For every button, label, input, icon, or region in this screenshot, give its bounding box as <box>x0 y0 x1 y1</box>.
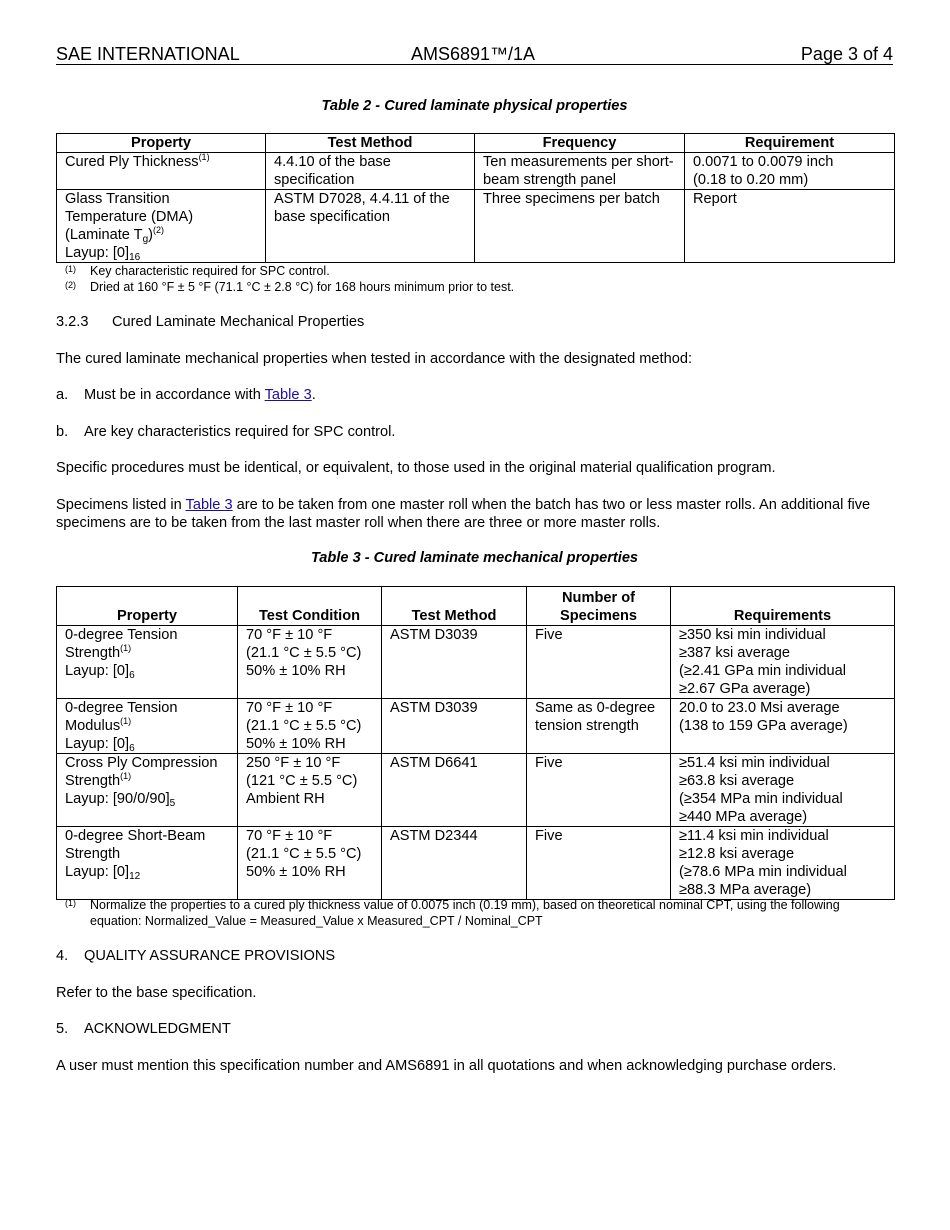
table-row <box>57 190 895 263</box>
requirements-cell: ≥350 ksi min individual ≥387 ksi average (≥2.41 GPa min individual ≥2.67 GPa average) <box>671 626 895 699</box>
condition-cell: 70 °F ± 10 °F (21.1 °C ± 5.5 °C) 50% ± 10% RH <box>238 626 382 699</box>
method-cell: ASTM D7028, 4.4.11 of the base specification <box>266 190 475 263</box>
column-header: Frequency <box>475 134 685 153</box>
paragraph: The cured laminate mechanical properties when tested in accordance with the designated method: <box>56 351 693 367</box>
section-heading-4: 4. QUALITY ASSURANCE PROVISIONS <box>56 948 336 964</box>
section-heading-3-2-3: 3.2.3 Cured Laminate Mechanical Properties <box>56 314 365 330</box>
method-cell: 4.4.10 of the base specification <box>266 153 475 190</box>
method-cell: ASTM D3039 <box>382 699 527 754</box>
specimens-cell: Five <box>527 626 671 699</box>
property-cell: 0-degree Short-Beam Strength Layup: $[0]_{12}$ <box>57 827 238 900</box>
requirements-cell: 20.0 to 23.0 Msi average (138 to 159 GPa average) <box>671 699 895 754</box>
column-header: Requirements <box>671 587 895 626</box>
paragraph: Refer to the base specification. <box>56 985 257 1001</box>
page-number: Page 3 of 4 <box>800 44 893 64</box>
method-cell: ASTM D2344 <box>382 827 527 900</box>
table-2-caption: Table 2 - Cured laminate physical properties <box>321 98 628 114</box>
property-cell: Glass Transition Temperature (DMA) (Laminate $T_g)^{(2)}$ Layup: $[0]_{16}$ <box>57 190 266 263</box>
condition-cell: 250 °F ± 10 °F (121 °C ± 5.5 °C) Ambient RH <box>238 754 382 827</box>
column-header: Test Method <box>382 587 527 626</box>
paragraph: A user must mention this specification number and AMS6891 in all quotations and when acknowledging purchase orders. <box>56 1058 837 1074</box>
table-row <box>57 626 895 699</box>
specimens-cell: Same as 0-degree tension strength <box>527 699 671 754</box>
requirements-cell: ≥11.4 ksi min individual ≥12.8 ksi average (≥78.6 MPa min individual ≥88.3 MPa average) <box>671 827 895 900</box>
list-item-a: a. Must be in accordance with Table 3. <box>56 387 316 403</box>
table-3-header-row <box>57 587 895 626</box>
requirement-cell: 0.0071 to 0.0079 inch (0.18 to 0.20 mm) <box>685 153 895 190</box>
paragraph: Specific procedures must be identical, or equivalent, to those used in the original material qualification program. <box>56 460 776 476</box>
method-cell: ASTM D6641 <box>382 754 527 827</box>
specimens-cell: Five <box>527 827 671 900</box>
requirements-cell: ≥51.4 ksi min individual ≥63.8 ksi average (≥354 MPa min individual ≥440 MPa average) <box>671 754 895 827</box>
frequency-cell: Ten measurements per short-beam strength panel <box>475 153 685 190</box>
table-row <box>57 699 895 754</box>
property-cell: Cross Ply Compression Strength$^{(1)}$ Layup: $[90/0/90]_5$ <box>57 754 238 827</box>
property-cell: 0-degree Tension Modulus$^{(1)}$ Layup: $[0]_6$ <box>57 699 238 754</box>
condition-cell: 70 °F ± 10 °F (21.1 °C ± 5.5 °C) 50% ± 10% RH <box>238 827 382 900</box>
section-heading-5: 5. ACKNOWLEDGMENT <box>56 1021 231 1037</box>
column-header: Property <box>57 587 238 626</box>
table-2-header-row <box>57 134 895 153</box>
organization-name: SAE INTERNATIONAL <box>56 44 240 64</box>
table-3-link[interactable]: Table 3 <box>264 387 312 403</box>
column-header: Property <box>57 134 266 153</box>
page-header <box>56 44 893 65</box>
column-header: Test Condition <box>238 587 382 626</box>
table-2 <box>56 133 895 263</box>
method-cell: ASTM D3039 <box>382 626 527 699</box>
property-cell: 0-degree Tension Strength$^{(1)}$ Layup: $[0]_6$ <box>57 626 238 699</box>
property-cell: Cured Ply Thickness$^{(1)}$ <box>57 153 266 190</box>
column-header: Number of Specimens <box>527 587 671 626</box>
table-row <box>57 153 895 190</box>
table-3-caption: Table 3 - Cured laminate mechanical properties <box>310 550 639 566</box>
table-3-link[interactable]: Table 3 <box>185 497 233 513</box>
document-number: AMS6891™/1A <box>411 44 536 64</box>
table-3 <box>56 586 895 900</box>
condition-cell: 70 °F ± 10 °F (21.1 °C ± 5.5 °C) 50% ± 10% RH <box>238 699 382 754</box>
column-header: Test Method <box>266 134 475 153</box>
paragraph: Specimens listed in Table 3 are to be taken from one master roll when the batch has two or less master rolls. An additional five specimens are to be taken from the last master roll when there are three or more master rolls. <box>56 497 871 531</box>
requirement-cell: Report <box>685 190 895 263</box>
table-row <box>57 827 895 900</box>
list-item-b: b. Are key characteristics required for SPC control. <box>56 424 396 440</box>
table-row <box>57 754 895 827</box>
specimens-cell: Five <box>527 754 671 827</box>
frequency-cell: Three specimens per batch <box>475 190 685 263</box>
column-header: Requirement <box>685 134 895 153</box>
